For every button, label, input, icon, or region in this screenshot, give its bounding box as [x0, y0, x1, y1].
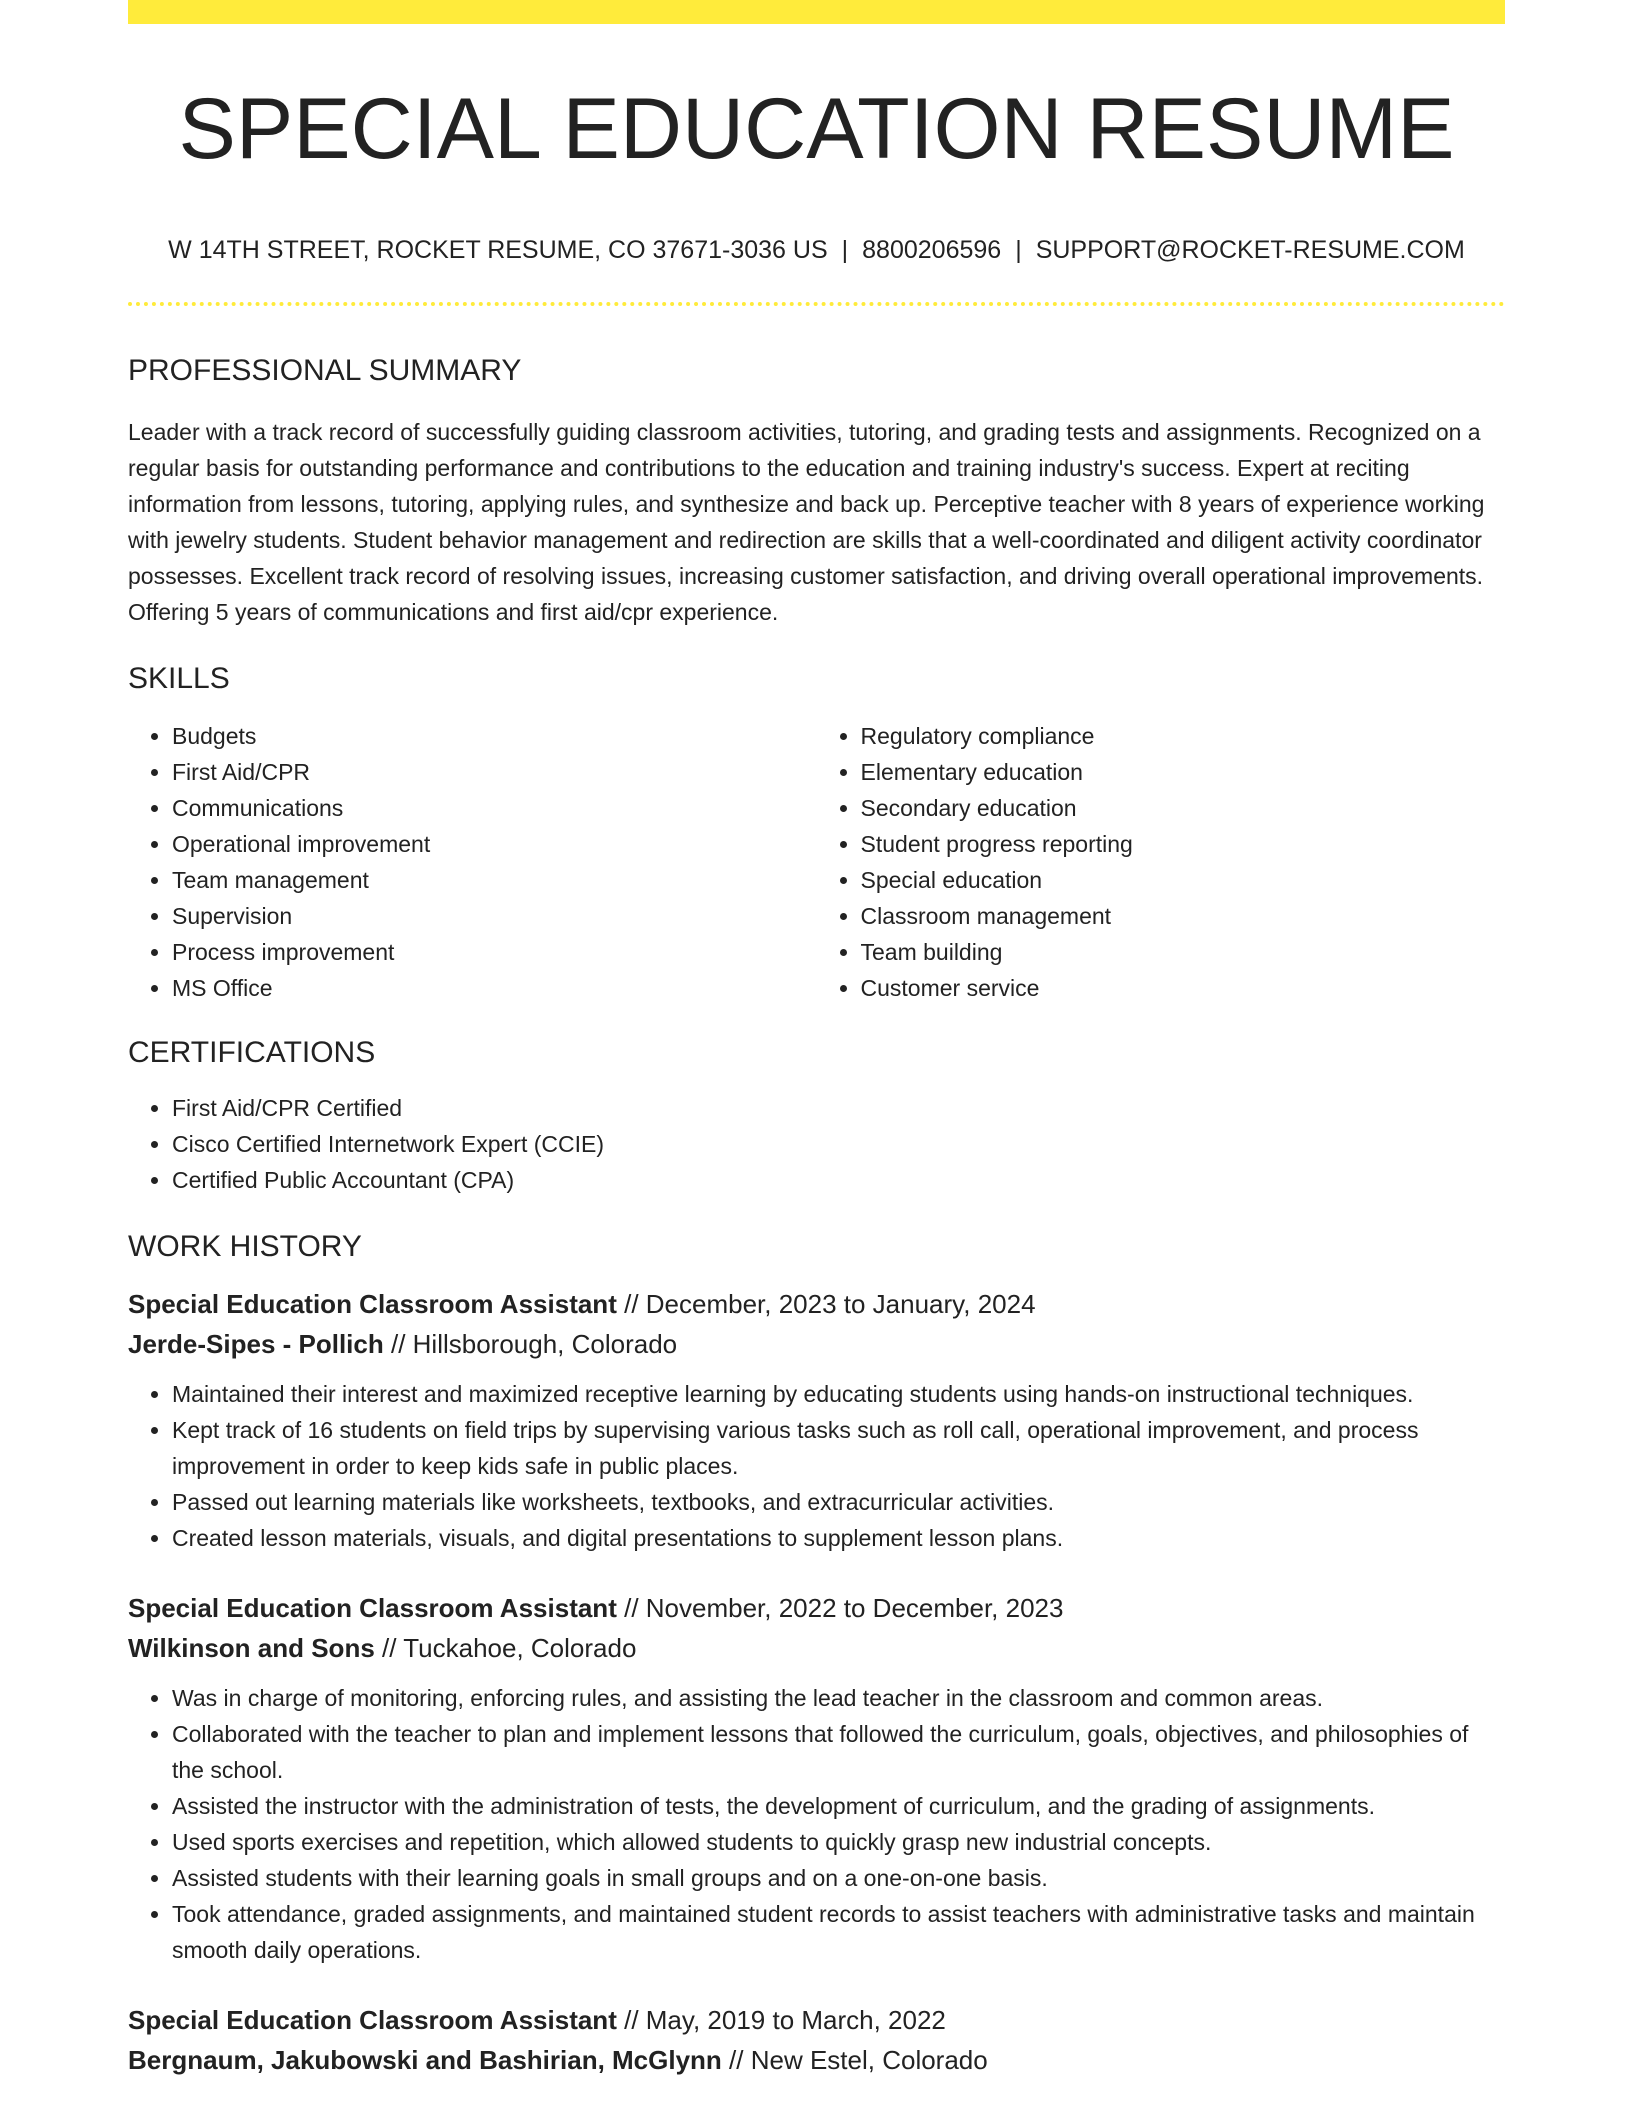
job-role: Special Education Classroom Assistant: [128, 2005, 617, 2035]
job-bullet: • Collaborated with the teacher to plan and implement lessons that followed the curriculum, goals, objectives, and philosophies of the school.: [172, 1716, 1505, 1788]
job-bullets: [128, 1680, 1505, 1968]
job-entry: [128, 1588, 1505, 1968]
skills-heading: SKILLS: [128, 662, 230, 695]
skill-item: • Elementary education: [861, 754, 1506, 790]
header-divider: [128, 302, 1505, 306]
job-location: // Tuckahoe, Colorado: [382, 1633, 637, 1663]
job-location: // New Estel, Colorado: [729, 2045, 988, 2075]
job-company-line: [128, 2040, 1505, 2080]
certifications-heading: CERTIFICATIONS: [128, 1036, 376, 1069]
skill-item: • Communications: [172, 790, 817, 826]
skills-columns: [128, 718, 1505, 1006]
contact-phone: 8800206596: [862, 236, 1002, 264]
certifications-list: [128, 1090, 1505, 1198]
job-role: Special Education Classroom Assistant: [128, 1593, 617, 1623]
job-role: Special Education Classroom Assistant: [128, 1289, 617, 1319]
job-bullet: • Kept track of 16 students on field trips by supervising various tasks such as roll call, operational improvement, and process improvement in order to keep kids safe in public places.: [172, 1412, 1505, 1484]
job-dates: // May, 2019 to March, 2022: [624, 2005, 946, 2035]
skill-item: • Process improvement: [172, 934, 817, 970]
skill-item: • Secondary education: [861, 790, 1506, 826]
resume-title: SPECIAL EDUCATION RESUME: [178, 81, 1455, 177]
skill-item: • Team building: [861, 934, 1506, 970]
job-bullet: • Used sports exercises and repetition, which allowed students to quickly grasp new industrial concepts.: [172, 1824, 1505, 1860]
contact-line: [128, 238, 1505, 263]
job-role-line: [128, 2000, 1505, 2040]
skills-list-right: [817, 718, 1506, 1006]
skill-item: • Operational improvement: [172, 826, 817, 862]
contact-separator: |: [841, 236, 849, 264]
contact-separator: |: [1015, 236, 1022, 264]
job-bullet: • Passed out learning materials like worksheets, textbooks, and extracurricular activities.: [172, 1484, 1505, 1520]
job-dates: // December, 2023 to January, 2024: [624, 1289, 1036, 1319]
job-role-line: [128, 1588, 1505, 1628]
job-bullet: • Assisted the instructor with the administration of tests, the development of curriculum, and the grading of assignments.: [172, 1788, 1505, 1824]
job-bullet: • Assisted students with their learning goals in small groups and on a one-on-one basis.: [172, 1860, 1505, 1896]
job-dates: // November, 2022 to December, 2023: [624, 1593, 1064, 1623]
skill-item: • Team management: [172, 862, 817, 898]
skill-item: • Budgets: [172, 718, 817, 754]
summary-heading: PROFESSIONAL SUMMARY: [128, 354, 522, 387]
skills-list-left: [128, 718, 817, 1006]
skill-item: • Classroom management: [861, 898, 1506, 934]
job-location: // Hillsborough, Colorado: [390, 1329, 678, 1359]
certification-item: • Cisco Certified Internetwork Expert (CCIE): [172, 1126, 1505, 1162]
certification-item: • Certified Public Accountant (CPA): [172, 1162, 1505, 1198]
certification-item: • First Aid/CPR Certified: [172, 1090, 1505, 1126]
job-company: Wilkinson and Sons: [128, 1633, 375, 1663]
skill-item: • Regulatory compliance: [861, 718, 1506, 754]
skill-item: • Supervision: [172, 898, 817, 934]
job-company: Bergnaum, Jakubowski and Bashirian, McGlynn: [128, 2045, 722, 2075]
job-bullets: [128, 1376, 1505, 1556]
job-entry: [128, 1284, 1505, 1556]
skill-item: • First Aid/CPR: [172, 754, 817, 790]
top-accent-bar: [128, 0, 1505, 24]
contact-address: W 14TH STREET, ROCKET RESUME, CO 37671-3036 US: [168, 236, 828, 264]
skill-item: • Student progress reporting: [861, 826, 1506, 862]
resume-page: [128, 0, 1505, 2080]
summary-text: Leader with a track record of successfully guiding classroom activities, tutoring, and grading tests and assignments. Recognized on a regular basis for outstanding performance and contributions to the education and training industry's success. Expert at reciting information from lessons, tutoring, applying rules, and synthesize and back up. Perceptive teacher with 8 years of experience working with jewelry students. Student behavior management and redirection are skills that a well-coordinated and diligent activity coordinator possesses. Excellent track record of resolving issues, increasing customer satisfaction, and driving overall operational improvements. Offering 5 years of communications and first aid/cpr experience.: [128, 419, 1485, 625]
skill-item: • Special education: [861, 862, 1506, 898]
job-entry: [128, 2000, 1505, 2080]
contact-email[interactable]: SUPPORT@ROCKET-RESUME.COM: [1035, 236, 1465, 264]
work-history-heading: WORK HISTORY: [128, 1230, 362, 1263]
skill-item: • Customer service: [861, 970, 1506, 1006]
job-company-line: [128, 1628, 1505, 1668]
job-role-line: [128, 1284, 1505, 1324]
job-bullet: • Was in charge of monitoring, enforcing rules, and assisting the lead teacher in the classroom and common areas.: [172, 1680, 1505, 1716]
skill-item: • MS Office: [172, 970, 817, 1006]
job-company-line: [128, 1324, 1505, 1364]
job-bullet: • Maintained their interest and maximized receptive learning by educating students using hands-on instructional techniques.: [172, 1376, 1505, 1412]
job-company: Jerde-Sipes - Pollich: [128, 1329, 384, 1359]
job-bullet: • Created lesson materials, visuals, and digital presentations to supplement lesson plans.: [172, 1520, 1505, 1556]
job-bullet: • Took attendance, graded assignments, and maintained student records to assist teachers with administrative tasks and maintain smooth daily operations.: [172, 1896, 1505, 1968]
